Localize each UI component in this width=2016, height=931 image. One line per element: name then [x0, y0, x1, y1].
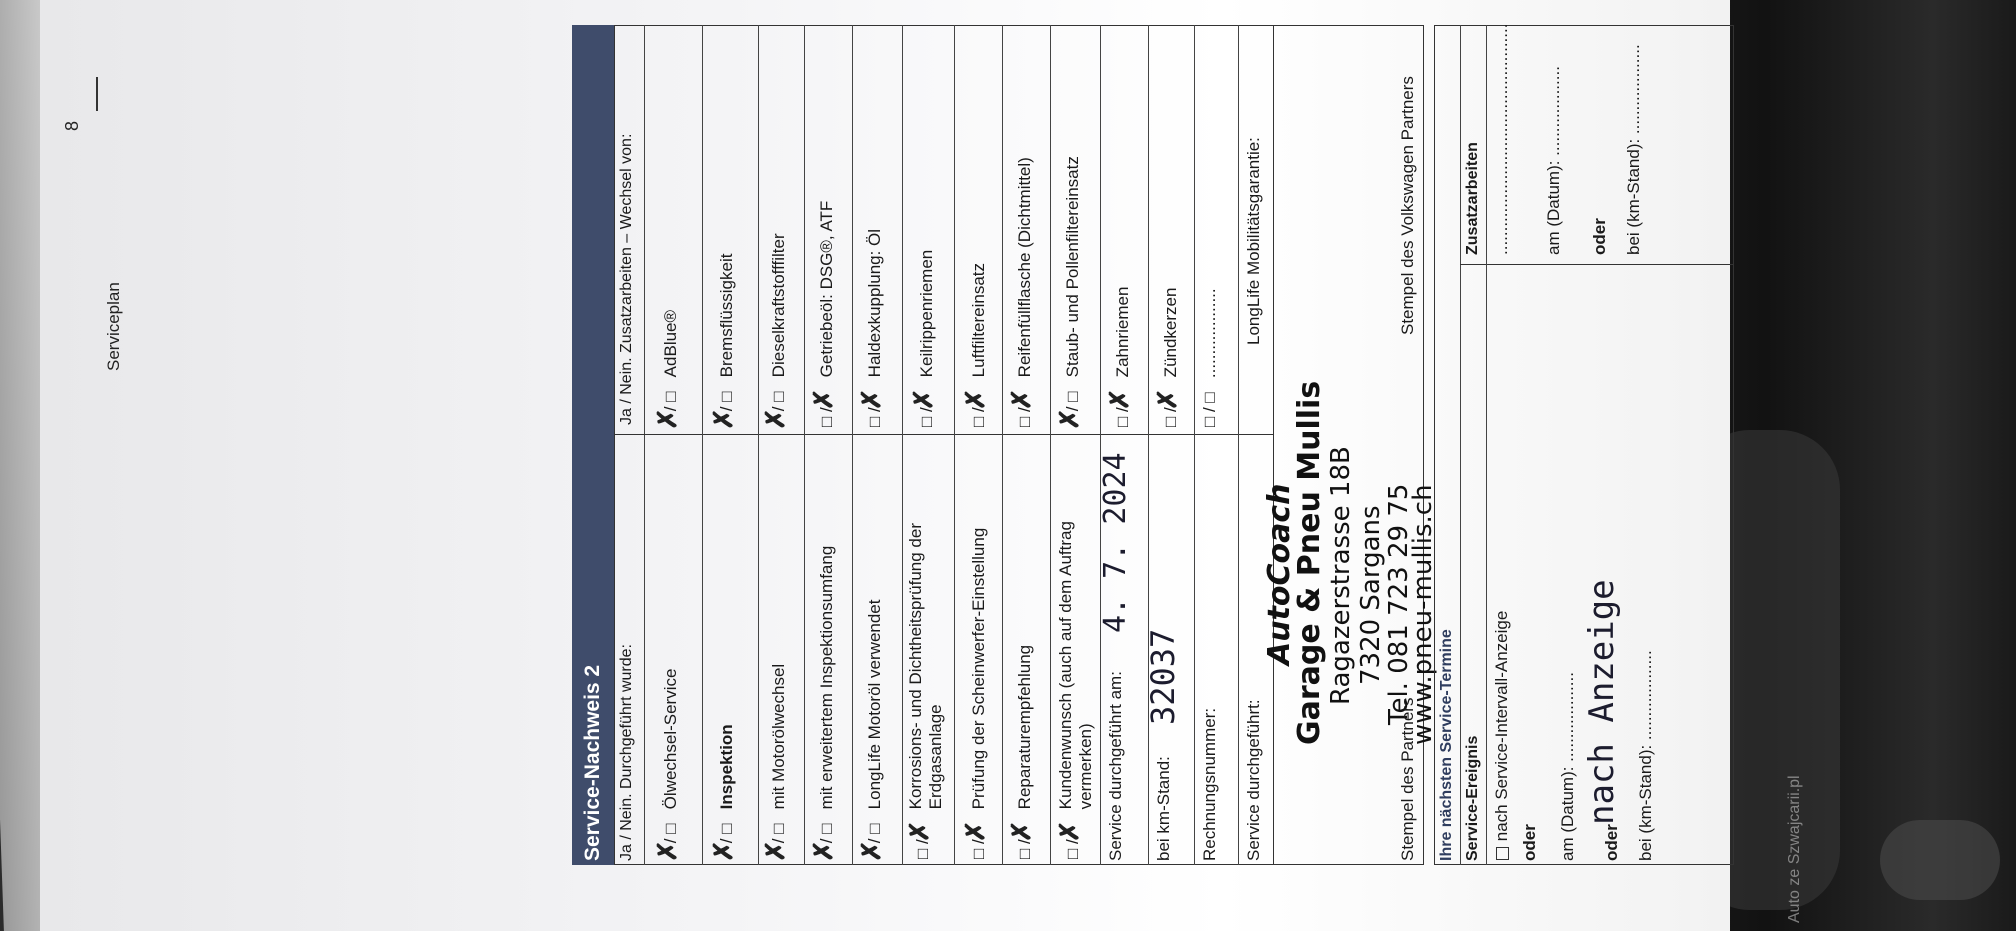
check-scheinwerfer[interactable]: □ /✗ Prüfung der Scheinwerfer-Einstellung — [960, 527, 990, 859]
check-erdgasanlage[interactable]: □ /✗ Korrosions- und Dichtheitsprüfung der Erdgasanlage — [904, 522, 945, 859]
extra-line: ................................................. — [1492, 23, 1511, 255]
km-label: bei km-Stand: — [1154, 756, 1173, 861]
check-bremsfluessigkeit[interactable]: ✗/ □ Bremsflüssigkeit — [708, 253, 738, 430]
next-event-header: Service-Ereignis — [1464, 735, 1481, 861]
service-date-value: 4. 7. 2024 — [1098, 452, 1133, 633]
service-by-label: Service durchgeführt: — [1244, 699, 1263, 861]
check-other[interactable]: □ / □ ................... — [1200, 288, 1219, 427]
invoice-label: Rechnungsnummer: — [1200, 707, 1219, 861]
right-header: Ja / Nein. Zusatzarbeiten – Wechsel von: — [618, 133, 635, 425]
page-number: 8 — [62, 120, 82, 131]
form-title: Service-Nachweis 2 — [572, 25, 614, 865]
check-haldex[interactable]: □ /✗ Haldexkupplung: Öl — [856, 228, 886, 427]
longlife-label: LongLife Mobilitätsgarantie: — [1244, 137, 1263, 345]
stamp-name: Garage & Pneu Mullis — [1292, 380, 1327, 745]
stamp-logo: AutoCoach — [1262, 483, 1297, 665]
stamp-web: www.pneu-mullis.ch — [1408, 484, 1438, 745]
handwritten-next: nach Anzeige — [1582, 579, 1622, 825]
check-reparaturempfehlung[interactable]: □ /✗ Reparaturempfehlung — [1006, 644, 1036, 859]
stamp-phone: Tel. 081 723 29 75 — [1384, 483, 1414, 725]
extra-bei-km: bei (km-Stand): ................... — [1624, 44, 1643, 255]
check-inspektion[interactable]: ✗/ □ Inspektion — [708, 724, 738, 862]
check-oelwechsel[interactable]: ✗/ □ Ölwechsel-Service — [652, 668, 682, 862]
am-datum: am (Datum): ................... — [1558, 672, 1577, 861]
check-dieselfilter[interactable]: ✗/ □ Dieselkraftstofffilter — [760, 233, 790, 430]
page-divider — [96, 77, 98, 111]
check-kundenwunsch[interactable]: □ /✗ Kundenwunsch (auch auf dem Auftrag vermerken) — [1054, 521, 1095, 859]
next-header: Ihre nächsten Service-Termine — [1438, 629, 1455, 861]
check-getriebeoel[interactable]: □ /✗ Getriebeöl: DSG®, ATF — [808, 200, 838, 427]
check-adblue[interactable]: ✗/ □ AdBlue® — [652, 309, 682, 430]
check-zuendkerzen[interactable]: □ /✗ Zündkerzen — [1152, 287, 1182, 427]
next-interval[interactable]: nach Service-Intervall-Anzeige — [1492, 611, 1512, 861]
stamp-street: Ragazerstrasse 18B — [1326, 446, 1356, 705]
check-reifenfuellflasche[interactable]: □ /✗ Reifenfüllflasche (Dichtmittel) — [1006, 157, 1036, 427]
oder-3: oder — [1602, 824, 1621, 861]
oder-2: oder — [1590, 218, 1609, 255]
check-motoroelwechsel[interactable]: ✗/ □ mit Motorölwechsel — [760, 663, 790, 862]
service-form — [572, 25, 1757, 865]
extra-header: Zusatzarbeiten — [1464, 142, 1481, 255]
stamp-partner-label: Stempel des Partners — [1398, 697, 1417, 861]
page-footer: Serviceplan — [104, 282, 123, 371]
extra-am-datum: am (Datum): ................... — [1544, 66, 1563, 255]
stamp-city: 7320 Sargans — [1356, 505, 1386, 685]
stamp-vw-label: Stempel des Volkswagen Partners — [1398, 76, 1417, 335]
check-pollenfilter[interactable]: ✗/ □ Staub- und Pollenfiltereinsatz — [1054, 156, 1084, 430]
check-keilrippenriemen[interactable]: □ /✗ Keilrippenriemen — [908, 249, 938, 427]
km-value: 32037 — [1144, 628, 1182, 725]
check-longlife-oel[interactable]: ✗/ □ LongLife Motoröl verwendet — [856, 599, 886, 862]
oder-1: oder — [1520, 824, 1539, 861]
interval-checkbox[interactable] — [1496, 847, 1509, 860]
watermark: Auto ze Szwajcarii.pl — [1786, 775, 1803, 923]
check-zahnriemen[interactable]: □ /✗ Zahnriemen — [1104, 286, 1134, 427]
check-erweitert[interactable]: ✗/ □ mit erweitertem Inspektionsumfang — [808, 545, 838, 862]
check-luftfilter[interactable]: □ /✗ Luftfiltereinsatz — [960, 262, 990, 427]
service-date-label: Service durchgeführt am: — [1106, 671, 1125, 861]
bei-km: bei (km-Stand): ................... — [1636, 650, 1655, 861]
left-header: Ja / Nein. Durchgeführt wurde: — [618, 644, 635, 861]
